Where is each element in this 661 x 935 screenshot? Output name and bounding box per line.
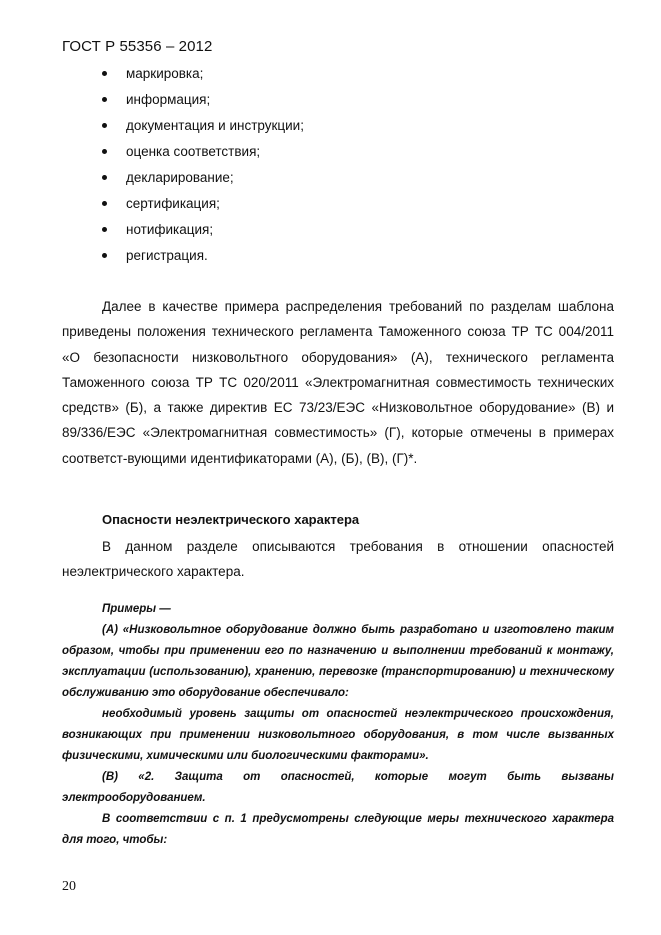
list-item: декларирование; [100,168,304,194]
body-paragraph: Далее в качестве примера распределения требований по разделам шаблона приведены положения технического регламента Таможенного союза ТР ТС 004/2011 «О безопасности низковольтного оборудования» (А), технического регламента Таможенного союза ТР ТС 020/2011 «Электромагнитная совместимость технических средств» (Б), а также директив ЕС 73/23/ЕЭС «Низковольтное оборудование» (В) и 89/336/ЕЭС «Электромагнитная совместимость» (Г), которые отмечены в примерах соответст-вующими идентификаторами (А), (Б), (В), (Г)*. [62,299,614,466]
examples-title: Примеры — [102,603,171,615]
list-item: регистрация. [100,246,304,272]
bullet-icon [102,71,107,76]
list-item: маркировка; [100,64,304,90]
bullet-icon [102,175,107,180]
example-paragraph: В соответствии с п. 1 предусмотрены следующие меры технического характера для того, чтобы: [62,813,614,846]
bullet-icon [102,253,107,258]
section-heading: Опасности неэлектрического характера [102,512,360,527]
list-item: сертификация; [100,194,304,220]
example-paragraph: (А) «Низковольтное оборудование должно быть разработано и изготовлено таким образом, чтобы при применении его по назначению и выполнении требований к монтажу, эксплуатации (использованию), хранению, перевозке (транспортированию) и техническому обслуживанию это оборудование обеспечивало: [62,624,614,699]
list-item: оценка соответствия; [100,142,304,168]
page-number: 20 [62,879,76,894]
list-item: информация; [100,90,304,116]
standard-header: ГОСТ Р 55356 – 2012 [62,38,213,55]
body-paragraph: В данном разделе описываются требования в отношении опасностей неэлектрического характера. [62,539,614,580]
bullet-icon [102,227,107,232]
example-paragraph: необходимый уровень защиты от опасностей неэлектрического происхождения, возникающих при применении низковольтного оборудования, в том числе вызванных физическими, химическими или биологическими факторами». [62,708,614,762]
bullet-icon [102,149,107,154]
list-item: нотификация; [100,220,304,246]
bullet-icon [102,123,107,128]
bullet-list [100,64,304,272]
bullet-icon [102,97,107,102]
bullet-icon [102,201,107,206]
list-item: документация и инструкции; [100,116,304,142]
example-paragraph: (В) «2. Защита от опасностей, которые могут быть вызваны электрооборудованием. [62,771,614,804]
